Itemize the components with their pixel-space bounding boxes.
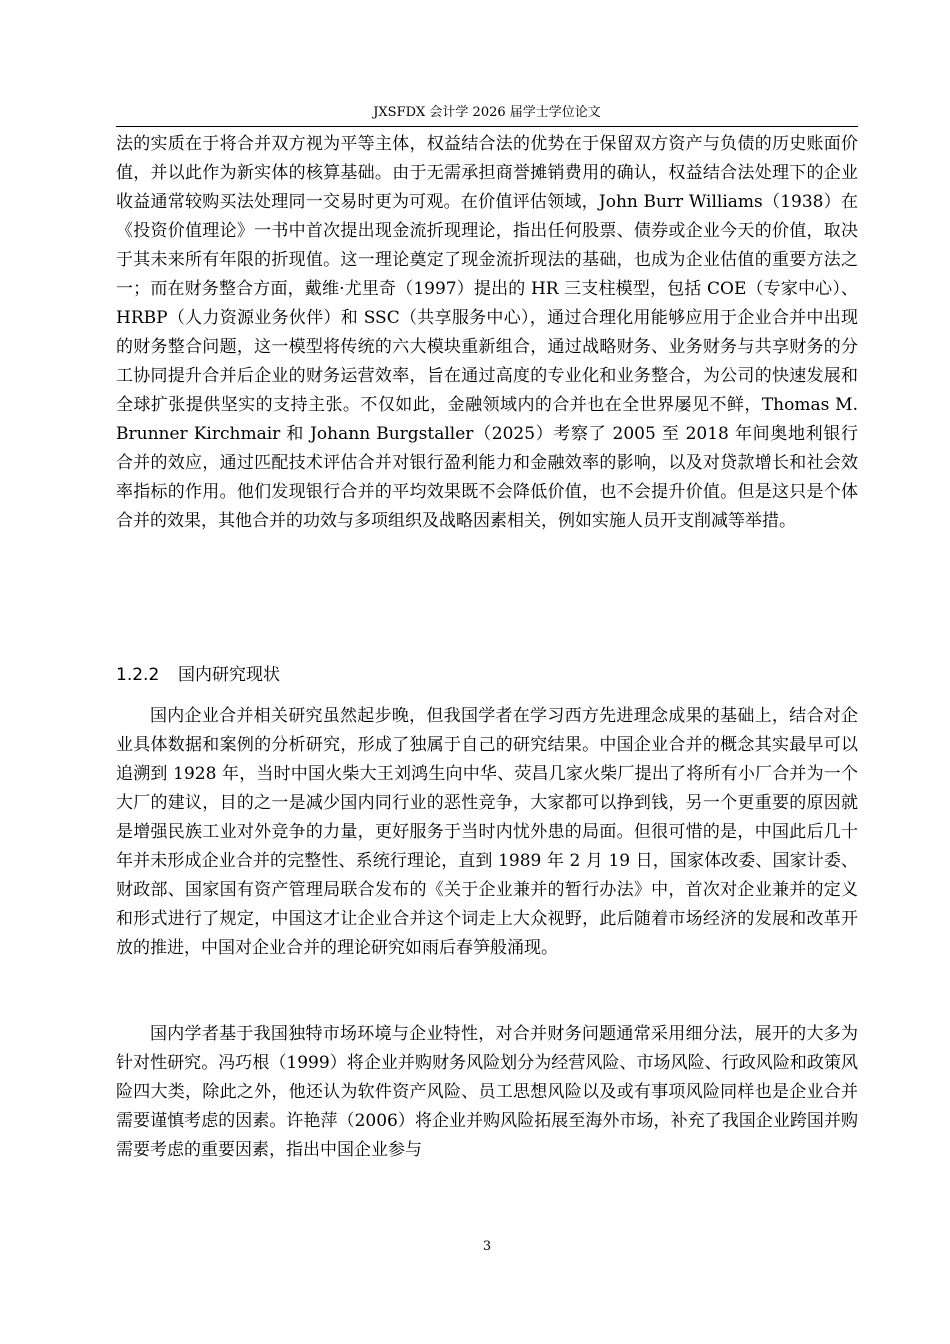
body-paragraph-3: 国内学者基于我国独特市场环境与企业特性，对合并财务问题通常采用细分法，展开的大多为针对性研究。冯巧根（1999）将企业并购财务风险划分为经营风险、市场风险、行政风险和政策风险四大类，除此之外，他还认为软件资产风险、员工思想风险以及或有事项风险同样也是企业合并需要谨慎考虑的因素。许艳萍（2006）将企业并购风险拓展至海外市场，补充了我国企业跨国并购需要考虑的重要因素，指出中国企业参与	[116, 1024, 858, 1160]
page-number: 3	[482, 1239, 492, 1254]
header-rule	[116, 126, 858, 127]
running-header: JXSFDX 会计学 2026 届学士学位论文	[373, 105, 601, 120]
section-number: 1.2.2	[116, 665, 160, 685]
body-paragraph-2: 国内企业合并相关研究虽然起步晚，但我国学者在学习西方先进理念成果的基础上，结合对企业具体数据和案例的分析研究，形成了独属于自己的研究结果。中国企业合并的概念其实最早可以追溯到 1928 年，当时中国火柴大王刘鸿生向中华、荧昌几家火柴厂提出了将所有小厂合并为一个大厂的建议，目的之一是减少国内同行业的恶性竞争，大家都可以挣到钱，另一个更重要的原因就是增强民族工业对外竞争的力量，更好服务于当时内忧外患的局面。但很可惜的是，中国此后几十年并未形成企业合并的完整性、系统行理论，直到 1989 年 2 月 19 日，国家体改委、国家计委、财政部、国家国有资产管理局联合发布的《关于企业兼并的暂行办法》中，首次对企业兼并的定义和形式进行了规定，中国这才让企业合并这个词走上大众视野，此后随着市场经济的发展和改革开放的推进，中国对企业合并的理论研究如雨后春笋般涌现。	[116, 706, 858, 958]
section-heading	[116, 661, 858, 689]
body-paragraph-1: 法的实质在于将合并双方视为平等主体，权益结合法的优势在于保留双方资产与负债的历史账面价值，并以此作为新实体的核算基础。由于无需承担商誉摊销费用的确认，权益结合法处理下的企业收益通常较购买法处理同一交易时更为可观。在价值评估领域，John Burr Williams（1938）在《投资价值理论》一书中首次提出现金流折现理论，指出任何股票、债券或企业今天的价值，取决于其未来所有年限的折现值。这一理论奠定了现金流折现法的基础，也成为企业估值的重要方法之一；而在财务整合方面，戴维·尤里奇（1997）提出的 HR 三支柱模型，包括 COE（专家中心）、HRBP（人力资源业务伙伴）和 SSC（共享服务中心），通过合理化用能够应用于企业合并中出现的财务整合问题，这一模型将传统的六大模块重新组合，通过战略财务、业务财务与共享财务的分工协同提升合并后企业的财务运营效率，旨在通过高度的专业化和业务整合，为公司的快速发展和全球扩张提供坚实的支持主张。不仅如此，金融领域内的合并也在全世界屡见不鲜，Thomas M. Brunner Kirchmair 和 Johann Burgstaller（2025）考察了 2005 至 2018 年间奥地利银行合并的效应，通过匹配技术评估合并对银行盈利能力和金融效率的影响，以及对贷款增长和社会效率指标的作用。他们发现银行合并的平均效果既不会降低价值，也不会提升价值。但是这只是个体合并的效果，其他合并的功效与多项组织及战略因素相关，例如实施人员开支削减等举措。	[116, 134, 858, 531]
section-title: 国内研究现状	[178, 665, 280, 685]
